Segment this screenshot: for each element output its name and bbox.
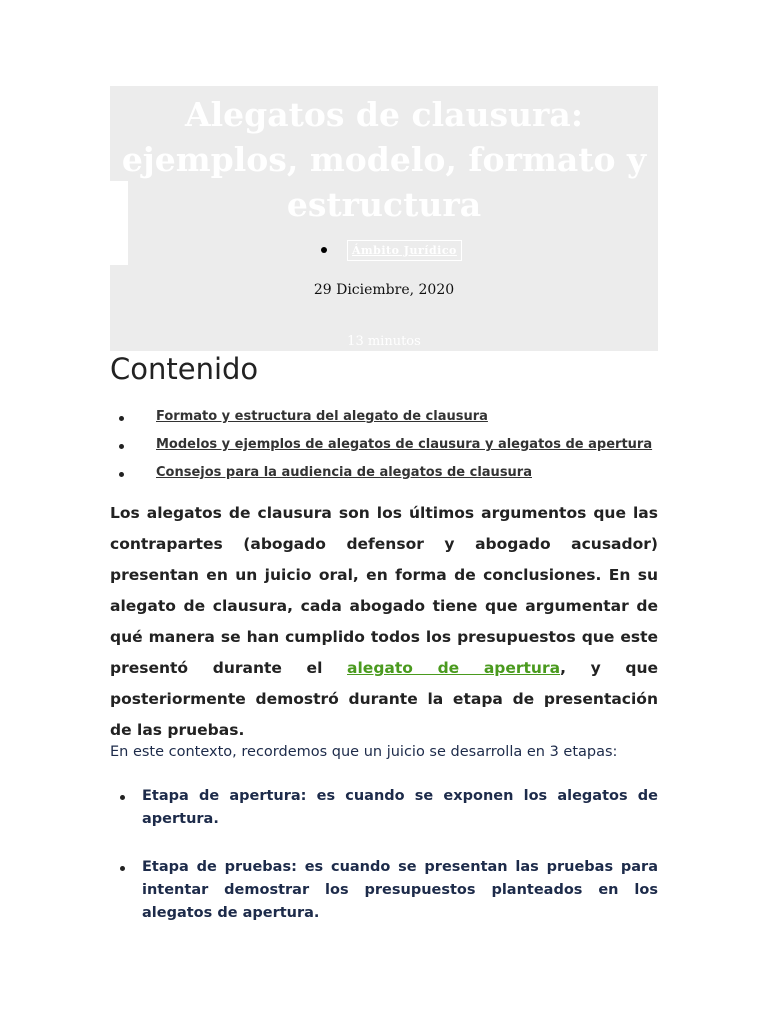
opening-statement-link[interactable]: alegato de apertura (347, 659, 561, 677)
category-list (321, 236, 462, 264)
intro-text: Los alegatos de clausura son los últimos argumentos que las contrapartes (abogado defensor y abogado acusador) presentan en un juicio oral, en forma de conclusiones. En su alegato de clausura, cada abogado tiene que argumentar de qué manera se han cumplido todos los presupuestos que este presentó durante el (110, 504, 658, 677)
toc-item-format[interactable] (110, 405, 670, 433)
context-paragraph: En este contexto, recordemos que un juicio se desarrolla en 3 etapas: (110, 744, 618, 760)
bullet-icon (321, 247, 327, 253)
article-date: 29 Diciembre, 2020 (313, 282, 455, 298)
toc-item-label[interactable]: Consejos para la audiencia de alegatos de clausura (156, 465, 532, 480)
header-decoration (110, 181, 128, 265)
toc-item-tips[interactable] (110, 461, 670, 489)
article-header (110, 86, 658, 351)
stage-item-opening: Etapa de apertura: es cuando se exponen los alegatos de apertura. (110, 785, 658, 831)
read-time: 13 minutos (347, 334, 421, 349)
intro-paragraph (110, 498, 658, 746)
toc-item-label[interactable]: Formato y estructura del alegato de clausura (156, 409, 488, 424)
toc-heading: Contenido (110, 352, 259, 386)
category-link[interactable]: Ámbito Jurídico (347, 240, 462, 261)
article-title: Alegatos de clausura: ejemplos, modelo, formato y estructura (121, 95, 647, 224)
stages-list (110, 785, 658, 950)
intro-text-end: , y que posteriormente demostró durante la etapa de presentación de las pruebas. (110, 659, 658, 739)
toc-list (110, 405, 670, 489)
toc-item-label[interactable]: Modelos y ejemplos de alegatos de clausura y alegatos de apertura (156, 437, 653, 452)
toc-item-models[interactable] (110, 433, 670, 461)
stage-item-evidence: Etapa de pruebas: es cuando se presentan las pruebas para intentar demostrar los presupuestos planteados en los alegatos de apertura. (110, 856, 658, 925)
